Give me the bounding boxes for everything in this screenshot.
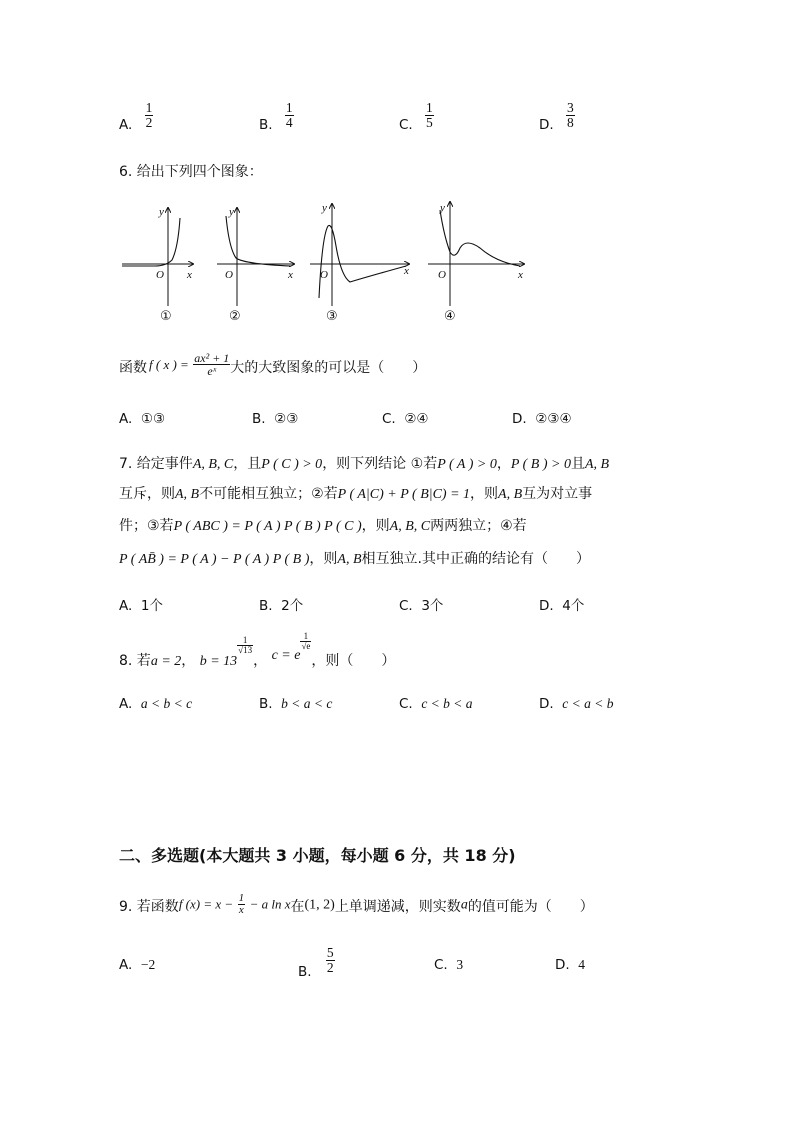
section-heading: 二、多选题(本大题共 3 小题，每小题 6 分，共 18 分) bbox=[119, 846, 516, 865]
axis-label-y: y bbox=[159, 206, 164, 218]
q9-option-a[interactable]: A. −2 bbox=[119, 957, 156, 973]
q6-option-c[interactable]: C. ②④ bbox=[382, 411, 429, 427]
fraction: $\frac{\text{ax² + 1}}{\text{eˣ}}$ bbox=[194, 351, 230, 378]
axis-label-y: y bbox=[440, 202, 445, 214]
axis-label-x: x bbox=[518, 269, 523, 281]
q5-option-d[interactable] bbox=[539, 100, 575, 133]
graph-label-3: ③ bbox=[326, 309, 338, 324]
q6-function-line: 函数 f ( x ) = $\frac{\text{ax² + 1}}{\text{eˣ}}$ 大的大致图象的可以是（ ） bbox=[119, 351, 427, 378]
graph-label-4: ④ bbox=[444, 309, 456, 324]
q7-option-b[interactable]: B. 2个 bbox=[259, 598, 304, 614]
q9-stem: 9. 若函数f (x) = x − $\frac{1}{x}$ − a ln x在(1, 2)上单调递减，则实数a的值可能为（ ） bbox=[119, 892, 594, 916]
q8-option-a[interactable]: A. a < b < c bbox=[119, 696, 193, 712]
origin-label: O bbox=[438, 269, 446, 281]
q7-line-1: 7. 给定事件A, B, C，且P ( C ) > 0，则下列结论 ①若P ( A ) > 0，P ( B ) > 0且A, B bbox=[119, 456, 610, 472]
q6-option-d[interactable]: D. ②③④ bbox=[512, 411, 572, 427]
q8-stem: 8. 若a = 2， b = 13 $\frac{1}{√13}$ ， c = e $\frac{1}{√e}$ ，则（ ） bbox=[119, 630, 396, 669]
graph-1 bbox=[122, 206, 193, 324]
q6-option-b[interactable]: B. ②③ bbox=[252, 411, 299, 427]
graph-label-1: ① bbox=[160, 309, 172, 324]
q7-line-3: 件；③若P ( ABC ) = P ( A ) P ( B ) P ( C )，则A, B, C两两独立；④若 bbox=[119, 518, 527, 534]
q7-option-c[interactable]: C. 3个 bbox=[399, 598, 444, 614]
option-label: D. bbox=[539, 117, 554, 133]
axis-label-x: x bbox=[404, 265, 409, 277]
fraction: $\frac{1}{x}$ bbox=[238, 892, 245, 916]
graph-4 bbox=[428, 202, 524, 324]
axis-label-x: x bbox=[187, 269, 192, 281]
q7-option-d[interactable]: D. 4个 bbox=[539, 598, 585, 614]
axis-label-x: x bbox=[288, 269, 293, 281]
option-label: B. bbox=[259, 117, 273, 133]
exponent-fraction: $\frac{1}{√e}$ bbox=[301, 630, 311, 651]
axis-label-y: y bbox=[322, 202, 327, 214]
f-of-x: f ( x ) = bbox=[149, 356, 189, 372]
fraction: $\frac{1}{2}$ bbox=[145, 100, 153, 130]
graph-label-2: ② bbox=[229, 309, 241, 324]
origin-label: O bbox=[225, 269, 233, 281]
q9-option-d[interactable]: D. 4 bbox=[555, 957, 586, 973]
q6-stem: 6. 给出下列四个图象： bbox=[119, 164, 263, 180]
fraction: $\frac{3}{8}$ bbox=[566, 100, 574, 130]
fraction: $\frac{1}{4}$ bbox=[285, 100, 293, 130]
q8-option-d[interactable]: D. c < a < b bbox=[539, 696, 614, 712]
q9-option-c[interactable]: C. 3 bbox=[434, 957, 464, 973]
fraction: $\frac{5}{2}$ bbox=[326, 945, 334, 975]
q5-option-b[interactable] bbox=[259, 100, 294, 133]
axis-label-y: y bbox=[229, 206, 234, 218]
option-label: A. bbox=[119, 117, 133, 133]
q7-line-4: P ( AB̄ ) = P ( A ) − P ( A ) P ( B )，则A, B相互独立.其中正确的结论有（ ） bbox=[119, 551, 590, 567]
exponent-fraction: $\frac{1}{√13}$ bbox=[238, 634, 253, 655]
q7-option-a[interactable]: A. 1个 bbox=[119, 598, 163, 614]
q5-option-a[interactable] bbox=[119, 100, 153, 133]
origin-label: O bbox=[320, 269, 328, 281]
origin-label: O bbox=[156, 269, 164, 281]
graph-3 bbox=[310, 202, 409, 324]
q9-option-b[interactable]: B. $\frac{5}{2}$ bbox=[298, 945, 334, 980]
q8-option-b[interactable]: B. b < a < c bbox=[259, 696, 333, 712]
q7-line-2: 互斥，则A, B不可能相互独立；②若P ( A|C) + P ( B|C) = 1，则A, B互为对立事 bbox=[119, 486, 593, 502]
graph-2 bbox=[217, 206, 294, 324]
q8-option-c[interactable]: C. c < b < a bbox=[399, 696, 473, 712]
fraction: $\frac{1}{5}$ bbox=[426, 100, 433, 130]
q5-option-c[interactable] bbox=[399, 100, 434, 133]
option-label: C. bbox=[399, 117, 413, 133]
q6-graphs bbox=[110, 196, 540, 326]
q6-option-a[interactable]: A. ①③ bbox=[119, 411, 166, 427]
